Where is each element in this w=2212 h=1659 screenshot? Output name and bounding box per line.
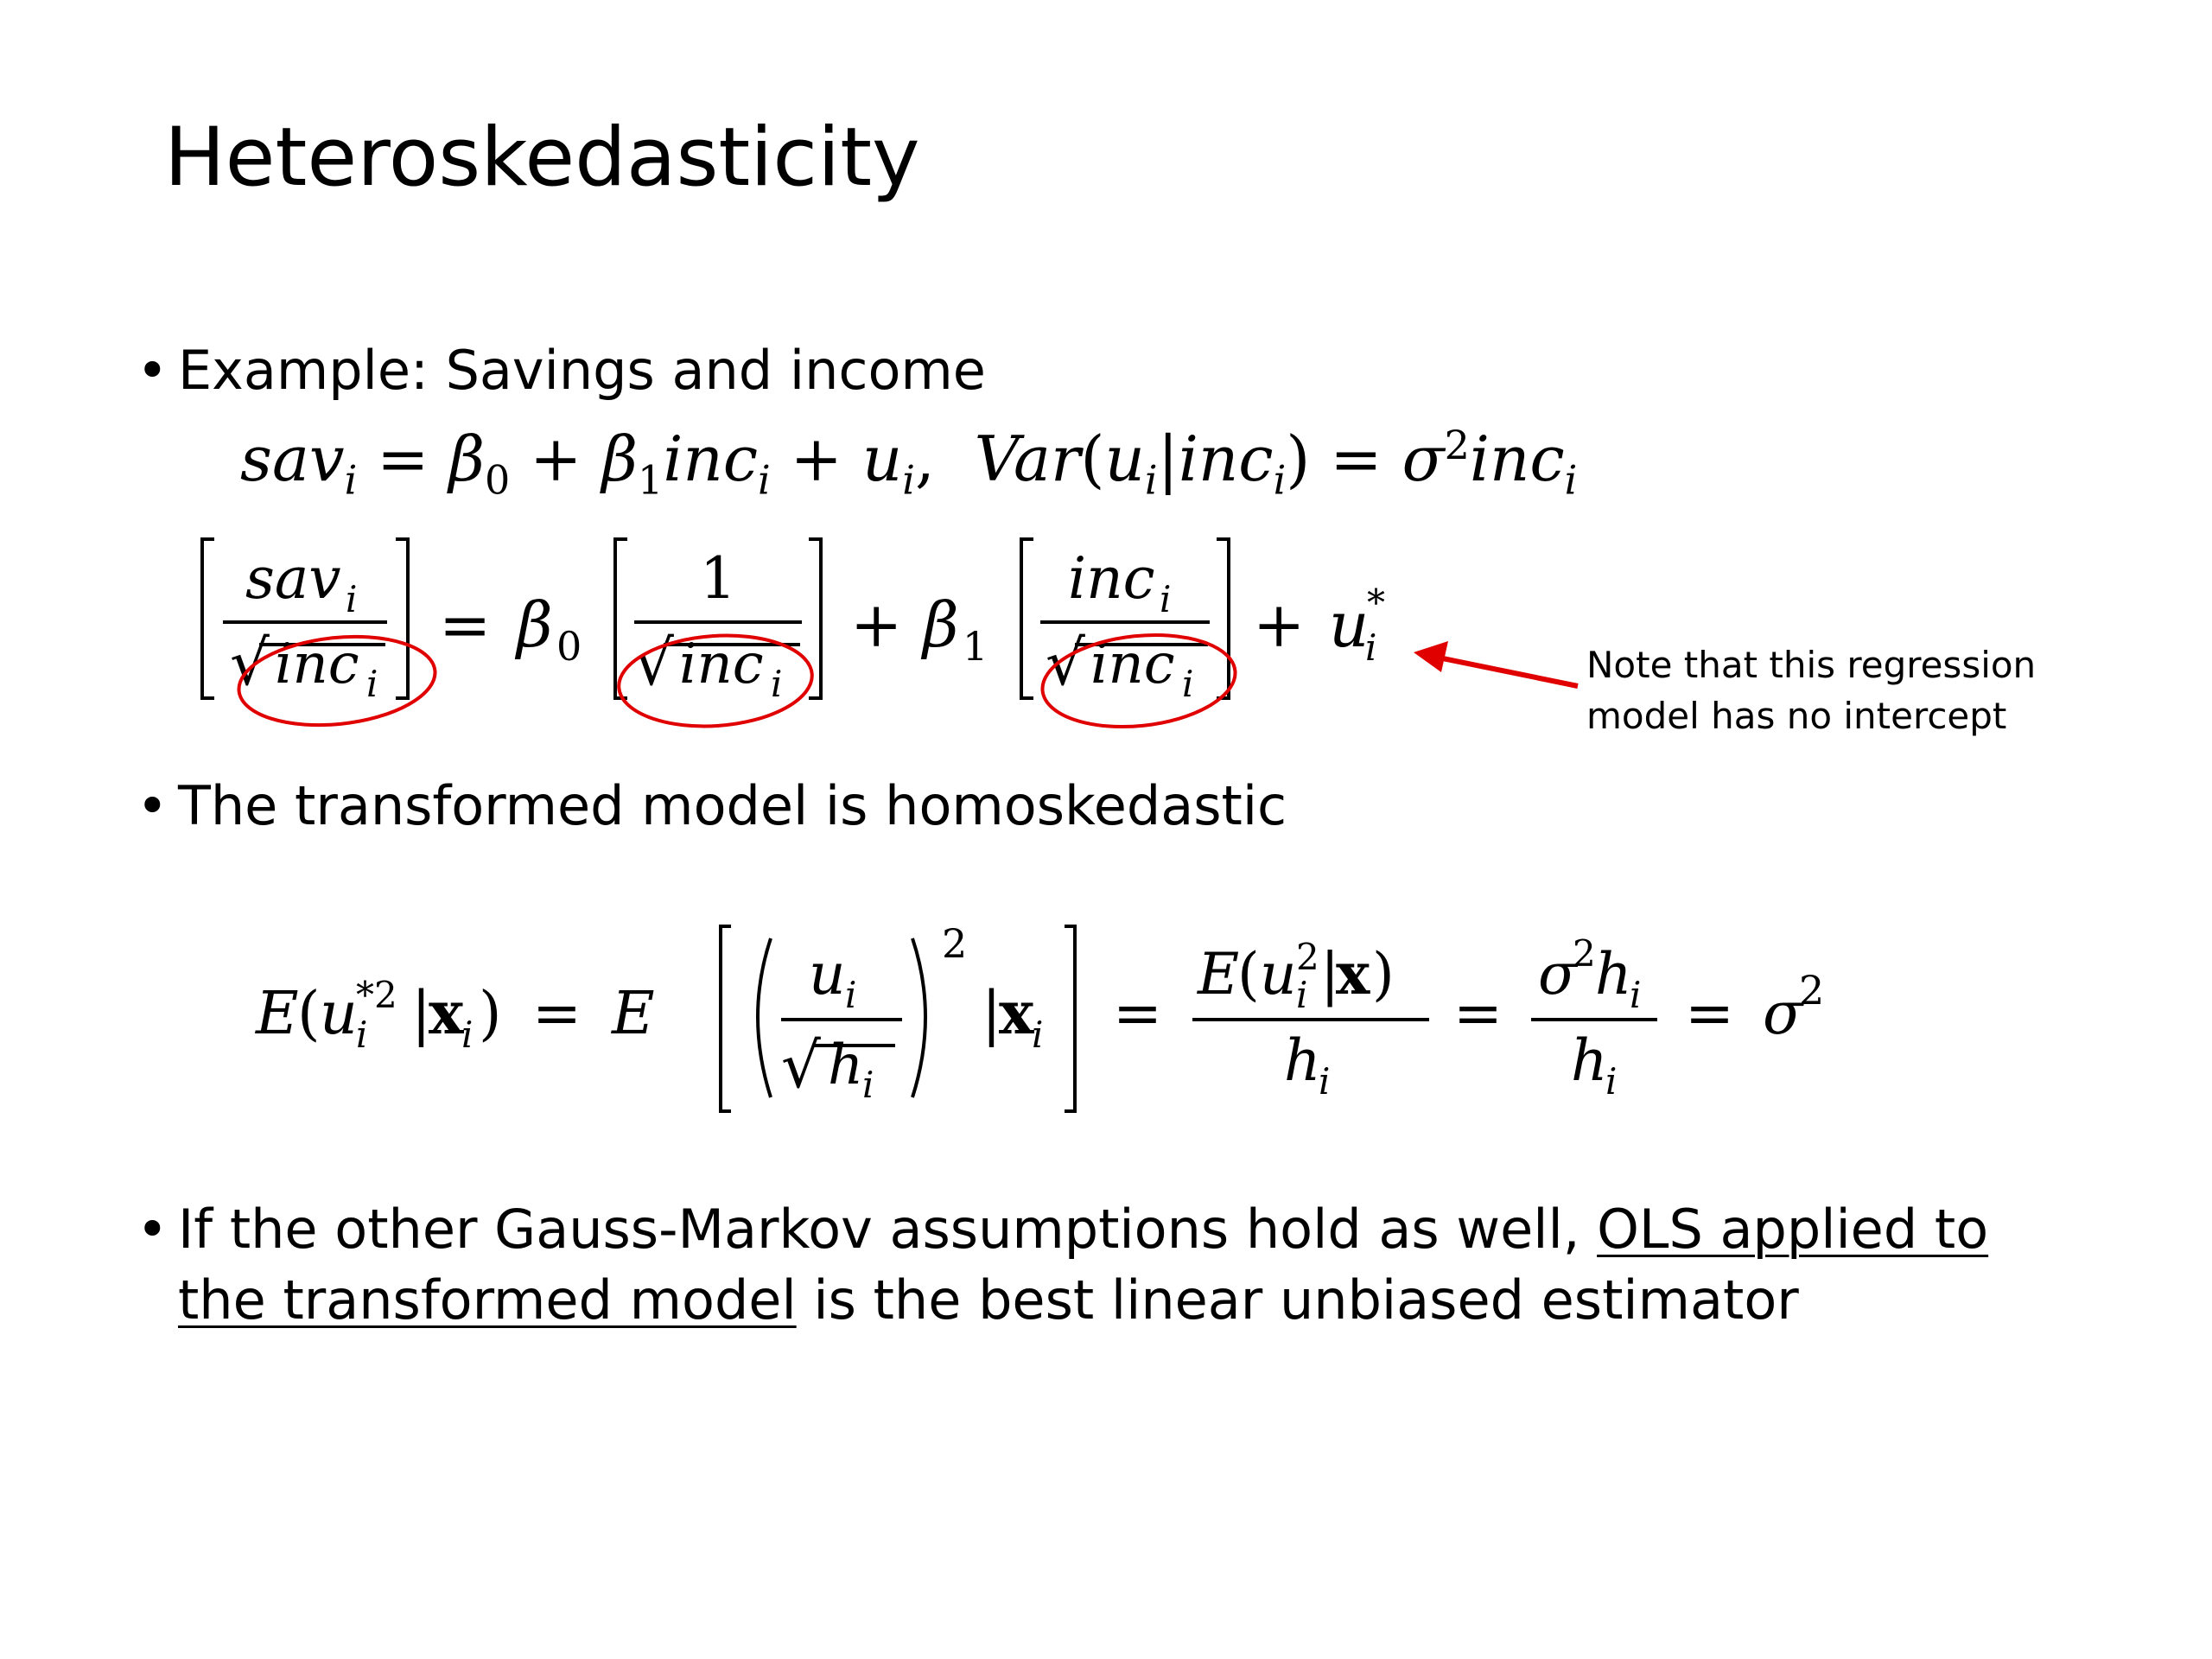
svg-text:h: h <box>828 1033 864 1097</box>
svg-text:inc: inc <box>275 632 359 696</box>
svg-text:=: = <box>1453 980 1503 1048</box>
svg-text:*: * <box>1367 582 1385 624</box>
bullet-dot: • <box>137 774 168 837</box>
svg-text:): ) <box>1372 941 1395 1007</box>
svg-text:i: i <box>771 663 783 705</box>
equation-savings-model: $sav_i = \beta_0 + \beta_1inc_i + u_i$, $Var(u_i|inc_i) = \sigma^2inc_i$ <box>240 422 1578 504</box>
svg-text:h: h <box>1284 1027 1321 1094</box>
svg-text:+: + <box>850 588 903 661</box>
svg-text:1: 1 <box>700 545 736 612</box>
svg-text:i: i <box>366 663 378 705</box>
svg-text:i: i <box>845 974 857 1016</box>
bullet-1-text: Example: Savings and income <box>178 339 986 402</box>
svg-text:E: E <box>1198 941 1240 1007</box>
svg-text:β: β <box>923 588 959 661</box>
bullet-2-text: The transformed model is homoskedastic <box>178 774 1287 837</box>
bullet-dot: • <box>137 1198 168 1261</box>
svg-text:u: u <box>809 941 846 1007</box>
note-line-2: model has no intercept <box>1586 695 2007 737</box>
svg-text:E: E <box>256 980 299 1048</box>
slide-title: Heteroskedasticity <box>164 111 920 205</box>
svg-text:i: i <box>356 1014 368 1056</box>
svg-text:i: i <box>1605 1060 1618 1103</box>
svg-text:h: h <box>1571 1027 1608 1094</box>
svg-text:inc: inc <box>679 632 764 696</box>
note-line-1: Note that this regression <box>1586 644 2037 686</box>
svg-text:=: = <box>439 588 492 661</box>
bullet-dot: • <box>137 339 168 402</box>
svg-text:i: i <box>1160 578 1172 620</box>
svg-text:+: + <box>1253 588 1306 661</box>
svg-text:√: √ <box>230 626 270 699</box>
svg-text:u: u <box>1260 941 1297 1007</box>
svg-text:β: β <box>517 588 553 661</box>
bullet-3-underlined-1: OLS applied to <box>1597 1198 1989 1261</box>
svg-text:i: i <box>1032 1014 1044 1056</box>
svg-text:sav: sav <box>245 545 341 612</box>
bullet-3-text-post: is the best linear unbiased estimator <box>796 1268 1799 1332</box>
svg-text:2: 2 <box>942 920 968 967</box>
svg-text:i: i <box>1365 626 1377 669</box>
svg-text:|: | <box>411 980 431 1048</box>
svg-text:i: i <box>1319 1060 1331 1103</box>
bullet-3 <box>137 1194 2079 1336</box>
svg-text:=: = <box>532 980 582 1048</box>
bullet-3-underlined-2: the transformed model <box>178 1268 797 1332</box>
svg-text:inc: inc <box>1090 632 1175 696</box>
svg-text:|: | <box>1320 941 1340 1007</box>
svg-text:x: x <box>429 979 464 1048</box>
svg-text:2: 2 <box>1573 932 1596 975</box>
svg-text:inc: inc <box>1068 545 1155 612</box>
svg-text:i: i <box>1630 974 1642 1016</box>
svg-text:*2: *2 <box>356 974 397 1016</box>
svg-text:x: x <box>999 979 1034 1048</box>
svg-text:(: ( <box>297 980 321 1048</box>
svg-text:σ: σ <box>1538 941 1578 1007</box>
svg-text:i: i <box>1182 663 1194 705</box>
svg-text:u: u <box>1329 588 1370 661</box>
svg-text:u: u <box>320 980 358 1048</box>
svg-text:h: h <box>1595 941 1632 1007</box>
svg-text:(: ( <box>1237 941 1260 1007</box>
svg-text:i: i <box>461 1014 474 1056</box>
bullet-3-text-pre: If the other Gauss-Markov assumptions hold as well, <box>178 1198 1598 1261</box>
svg-text:√: √ <box>1046 626 1085 699</box>
svg-text:0: 0 <box>556 623 582 670</box>
svg-text:i: i <box>862 1064 874 1106</box>
svg-text:i: i <box>346 578 358 620</box>
svg-text:): ) <box>479 980 502 1048</box>
svg-text:x: x <box>1336 940 1370 1007</box>
svg-text:√: √ <box>781 1029 821 1102</box>
svg-text:=: = <box>1113 980 1162 1048</box>
svg-text:σ: σ <box>1763 980 1803 1048</box>
svg-text:|: | <box>982 980 1001 1048</box>
svg-text:√: √ <box>634 626 674 699</box>
svg-text:2: 2 <box>1799 967 1825 1014</box>
svg-text:1: 1 <box>963 623 988 670</box>
svg-text:E: E <box>612 980 655 1048</box>
svg-text:=: = <box>1685 980 1734 1048</box>
svg-text:2: 2 <box>1296 936 1319 978</box>
svg-text:i: i <box>1296 974 1308 1016</box>
